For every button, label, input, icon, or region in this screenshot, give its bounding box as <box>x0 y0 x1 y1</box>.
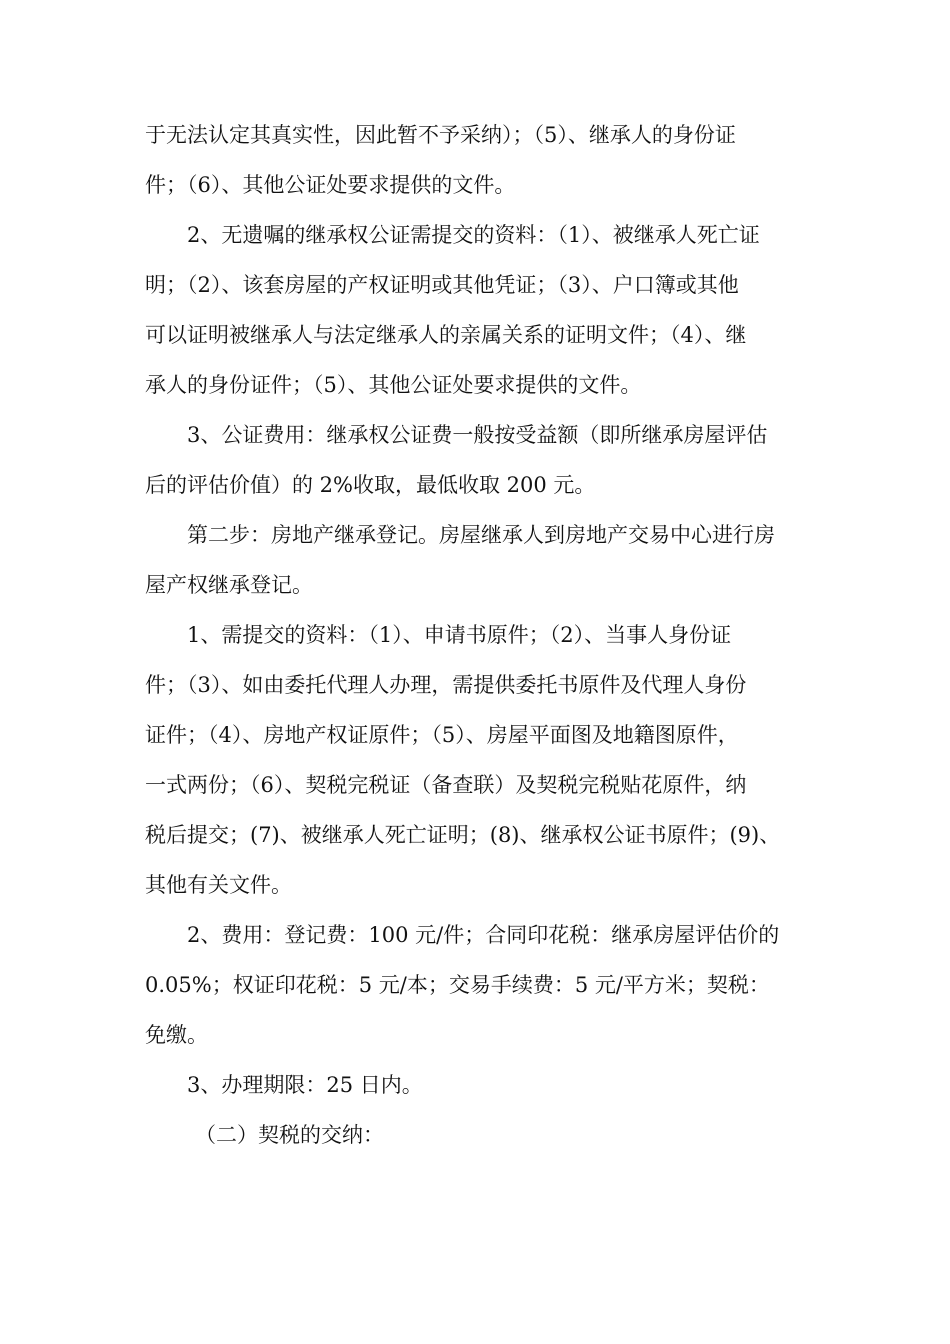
paragraph-registration-materials <box>145 610 807 910</box>
text-line: 2、费用：登记费：100 元/件；合同印花税：继承房屋评估价的 <box>187 923 780 947</box>
text-line: 后的评估价值）的 2%收取，最低收取 200 元。 <box>145 473 596 497</box>
text-line: 一式两份；（6）、契税完税证（备查联）及契税完税贴花原件，纳 <box>145 773 747 797</box>
text-line: 税后提交；(7)、被继承人死亡证明；(8)、继承权公证书原件；(9)、 <box>145 823 781 847</box>
text-line: 0.05%；权证印花税：5 元/本；交易手续费：5 元/平方米；契税： <box>145 973 770 997</box>
text-line: 3、公证费用：继承权公证费一般按受益额（即所继承房屋评估 <box>187 423 768 447</box>
text-line: 2、无遗嘱的继承权公证需提交的资料：（1）、被继承人死亡证 <box>187 223 760 247</box>
text-line: 承人的身份证件；（5）、其他公证处要求提供的文件。 <box>145 373 642 397</box>
paragraph-no-will-materials <box>145 210 807 410</box>
text-line: 屋产权继承登记。 <box>145 573 313 597</box>
text-line: 可以证明被继承人与法定继承人的亲属关系的证明文件；（4）、继 <box>145 323 747 347</box>
text-line: 第二步：房地产继承登记。房屋继承人到房地产交易中心进行房 <box>187 523 775 547</box>
paragraph-registration-fees <box>145 910 807 1060</box>
paragraph-notary-fee <box>145 410 807 510</box>
text-line: 3、办理期限：25 日内。 <box>187 1073 423 1097</box>
paragraph-heir-id <box>145 110 807 210</box>
section-heading-deed-tax <box>145 1110 807 1160</box>
text-line: 明；（2）、该套房屋的产权证明或其他凭证；（3）、户口簿或其他 <box>145 273 739 297</box>
paragraph-step-two <box>145 510 807 610</box>
text-line: 证件；（4）、房地产权证原件；（5）、房屋平面图及地籍图原件， <box>145 723 739 747</box>
text-line: 其他有关文件。 <box>145 873 292 897</box>
text-line: （二）契税的交纳： <box>195 1123 384 1147</box>
text-line: 免缴。 <box>145 1023 208 1047</box>
text-line: 于无法认定其真实性，因此暂不予采纳）；（5）、继承人的身份证 <box>145 123 736 147</box>
paragraph-processing-period <box>145 1060 807 1110</box>
text-line: 件；（3）、如由委托代理人办理，需提供委托书原件及代理人身份 <box>145 673 747 697</box>
text-line: 1、需提交的资料：（1）、申请书原件；（2）、当事人身份证 <box>187 623 732 647</box>
text-line: 件；（6）、其他公证处要求提供的文件。 <box>145 173 516 197</box>
document-body <box>145 110 807 1160</box>
